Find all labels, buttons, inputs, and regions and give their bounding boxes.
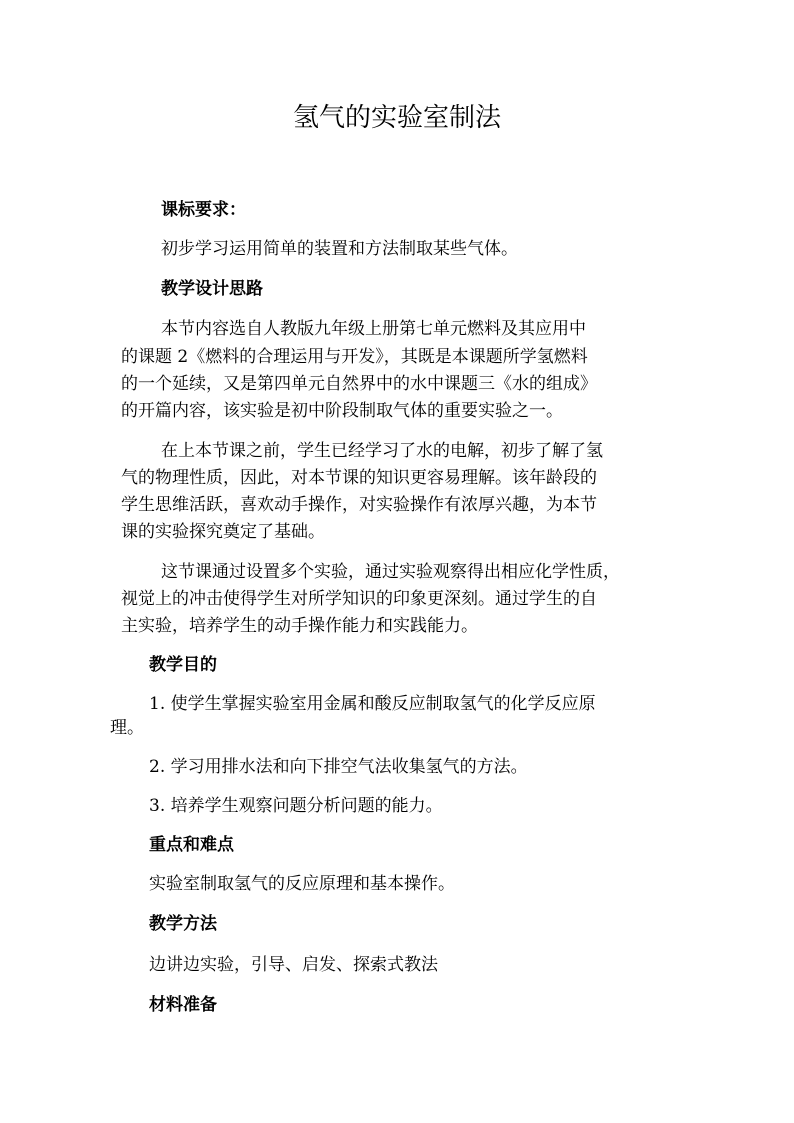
key-points-heading: 重点和难点: [149, 835, 234, 855]
goal-2: 2. 学习用排水法和向下排空气法收集氢气的方法。: [149, 757, 528, 777]
paragraph-line: 课的实验探究奠定了基础。: [121, 522, 325, 542]
paragraph-line: 在上本节课之前，学生已经学习了水的电解，初步了解了氢: [161, 441, 603, 461]
goal-line: 理。: [110, 718, 144, 738]
method-text: 边讲边实验，引导、启发、探索式教法: [149, 955, 438, 975]
paragraph-line: 学生思维活跃，喜欢动手操作，对实验操作有浓厚兴趣，为本节: [121, 495, 597, 515]
paragraph-line: 的开篇内容，该实验是初中阶段制取气体的重要实验之一。: [121, 401, 563, 421]
goals-heading: 教学目的: [149, 655, 217, 675]
goal-3: 3. 培养学生观察问题分析问题的能力。: [149, 796, 443, 816]
materials-heading: 材料准备: [149, 995, 217, 1015]
key-points-text: 实验室制取氢气的反应原理和基本操作。: [149, 874, 455, 894]
goal-line: 1. 使学生掌握实验室用金属和酸反应制取氢气的化学反应原: [149, 694, 596, 714]
curriculum-heading: 课标要求：: [161, 200, 246, 220]
paragraph-line: 主实验，培养学生的动手操作能力和实践能力。: [121, 616, 478, 636]
document-title: 氢气的实验室制法: [292, 103, 501, 133]
paragraph-line: 的一个延续，又是第四单元自然界中的水中课题三《水的组成》: [121, 374, 597, 394]
paragraph-line: 视觉上的冲击使得学生对所学知识的印象更深刻。通过学生的自: [121, 589, 597, 609]
method-heading: 教学方法: [149, 914, 217, 934]
paragraph-line: 的课题 2《燃料的合理运用与开发》，其既是本课题所学氢燃料: [121, 347, 588, 367]
curriculum-text: 初步学习运用简单的装置和方法制取某些气体。: [161, 239, 518, 259]
paragraph-line: 气的物理性质，因此，对本节课的知识更容易理解。该年龄段的: [121, 468, 597, 488]
paragraph-line: 本节内容选自人教版九年级上册第七单元燃料及其应用中: [161, 319, 586, 339]
design-heading: 教学设计思路: [161, 279, 263, 299]
paragraph-line: 这节课通过设置多个实验，通过实验观察得出相应化学性质，: [161, 562, 620, 582]
